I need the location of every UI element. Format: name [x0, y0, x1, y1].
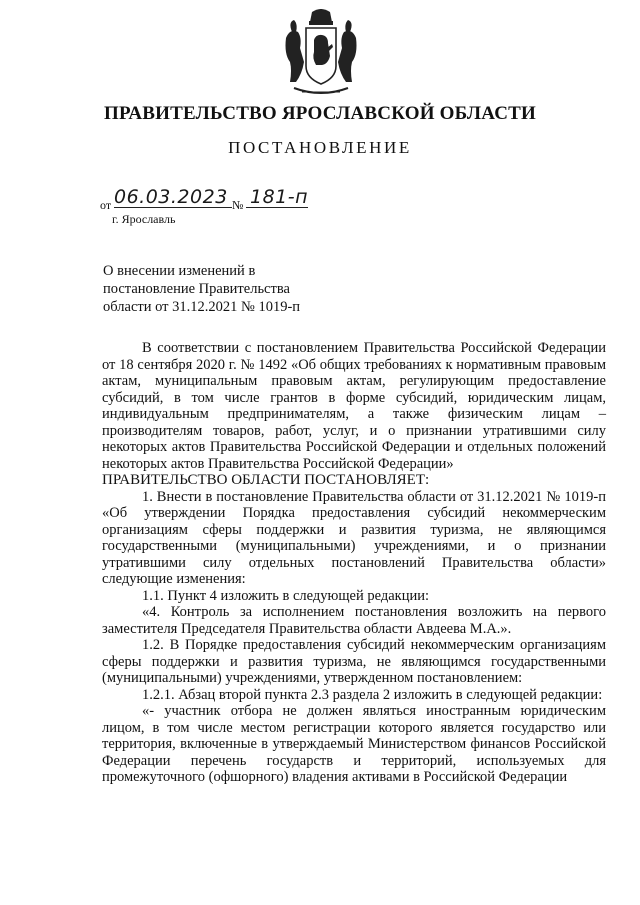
item-1-2-1-text-paragraph: «- участник отбора не должен являться иностранным юридическим лицом, в том числе местом регистрации которого является государство или территория, включенные в утверждаемый Министерством финансов Российской Федерации перечень государств и территорий, используемых для промежуточного (офшорного) владения активами в Российской Федерации	[102, 703, 606, 785]
number-underline	[246, 207, 308, 208]
subject-line: постановление Правительства	[103, 281, 290, 297]
preamble-paragraph: В соответствии с постановлением Правительства Российской Федерации от 18 сентября 2020 г. № 1492 «Об общих требованиях к нормативным правовым актам, муниципальным правовым актам, регулирующим предоставление субсидий, в том числе грантов в форме субсидий, юридическим лицам, индивидуальным предпринимателям, а также физическим лицам – производителям товаров, работ, услуг, и о признании утратившими силу некоторых актов Правительства Российской Федерации и отдельных положений некоторых актов Правительства Российской Федерации»	[102, 340, 606, 472]
document-subject	[103, 262, 343, 316]
subject-line: области от 31.12.2021 № 1019-п	[103, 299, 301, 315]
date-prefix: от	[100, 198, 112, 212]
item-1-2-1-paragraph: 1.2.1. Абзац второй пункта 2.3 раздела 2 изложить в следующей редакции:	[142, 686, 603, 703]
decree-heading: ПРАВИТЕЛЬСТВО ОБЛАСТИ ПОСТАНОВЛЯЕТ:	[102, 472, 430, 488]
date-underline	[114, 207, 232, 208]
document-body	[102, 340, 606, 786]
date-number-line	[100, 186, 360, 214]
city-label: г. Ярославль	[112, 212, 176, 226]
coat-of-arms-emblem	[276, 8, 366, 100]
government-title: ПРАВИТЕЛЬСТВО ЯРОСЛАВСКОЙ ОБЛАСТИ	[104, 103, 536, 124]
subject-line: О внесении изменений в	[103, 263, 256, 279]
item-1-1-text-paragraph: «4. Контроль за исполнением постановления возложить на первого заместителя Председателя Правительства области Авдеева М.А.».	[102, 604, 606, 637]
number-prefix: №	[232, 198, 244, 212]
handwritten-date: 06.03.2023	[114, 186, 228, 208]
item-1-paragraph: 1. Внести в постановление Правительства области от 31.12.2021 № 1019-п «Об утверждении Порядка предоставления субсидий некоммерческим организациям сферы поддержки и развития туризма, не являющимся государственными (муниципальными) учреждениями, и о признании утратившими силу отдельных постановлений Правительства области» следующие изменения:	[102, 488, 606, 587]
document-type: ПОСТАНОВЛЕНИЕ	[228, 138, 412, 157]
item-1-1-paragraph: 1.1. Пункт 4 изложить в следующей редакции:	[142, 587, 430, 604]
handwritten-number: 181-п	[250, 186, 309, 208]
item-1-2-paragraph: 1.2. В Порядке предоставления субсидий некоммерческим организациям сферы поддержки и развития туризма, не являющимся государственными (муниципальными) учреждениями, утвержденном постановлением:	[102, 637, 606, 686]
